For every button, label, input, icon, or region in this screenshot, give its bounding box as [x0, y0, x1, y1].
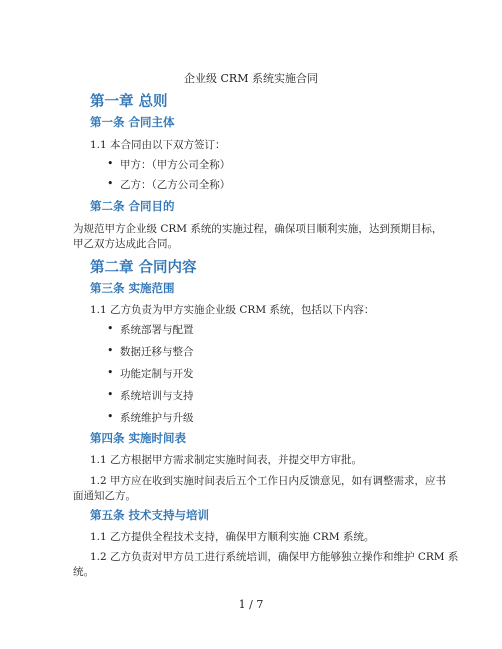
- scope-item: 系统维护与升级: [120, 412, 194, 424]
- page-number: 1 / 7: [238, 598, 264, 611]
- article-3-heading: 第三条 实施范围: [90, 281, 175, 295]
- chapter-1-heading: 第一章 总则: [90, 94, 168, 110]
- bullet-dot: •: [107, 410, 114, 423]
- party-a-item: 甲方：（甲方公司全称）: [120, 159, 231, 171]
- document-title: 企业级 CRM 系统实施合同: [184, 72, 318, 85]
- bullet-dot: •: [107, 344, 114, 357]
- article-4-clause-2-line-1: 1.2 甲方应在收到实施时间表后五个工作日内反馈意见，如有调整需求，应书: [90, 475, 447, 487]
- article-2-line-1: 为规范甲方企业级 CRM 系统的实施过程，确保项目顺利实施，达到预期目标，: [73, 223, 443, 235]
- article-4-clause-1: 1.1 乙方根据甲方需求制定实施时间表，并提交甲方审批。: [90, 454, 363, 466]
- bullet-dot: •: [107, 322, 114, 335]
- article-4-clause-2-line-2: 面通知乙方。: [73, 490, 136, 502]
- article-5-heading: 第五条 技术支持与培训: [90, 508, 210, 522]
- article-1-intro: 1.1 本合同由以下双方签订：: [90, 139, 226, 151]
- article-4-heading: 第四条 实施时间表: [90, 431, 187, 445]
- article-5-clause-2-line-2: 统。: [73, 566, 94, 578]
- scope-item: 功能定制与开发: [120, 368, 194, 380]
- party-b-item: 乙方：（乙方公司全称）: [120, 179, 231, 191]
- article-2-heading: 第二条 合同目的: [90, 199, 175, 213]
- bullet-dot: •: [107, 366, 114, 379]
- bullet-dot: •: [107, 388, 114, 401]
- chapter-2-heading: 第二章 合同内容: [90, 260, 197, 276]
- scope-item: 数据迁移与整合: [120, 346, 194, 358]
- article-5-clause-2-line-1: 1.2 乙方负责对甲方员工进行系统培训，确保甲方能够独立操作和维护 CRM 系: [90, 551, 459, 563]
- bullet-dot: •: [107, 177, 114, 190]
- scope-item: 系统部署与配置: [120, 324, 194, 336]
- scope-item: 系统培训与支持: [120, 390, 194, 402]
- article-5-clause-1: 1.1 乙方提供全程技术支持，确保甲方顺利实施 CRM 系统。: [90, 531, 375, 543]
- bullet-dot: •: [107, 157, 114, 170]
- article-2-line-2: 甲乙双方达成此合同。: [73, 238, 178, 250]
- article-1-heading: 第一条 合同主体: [90, 115, 175, 129]
- article-3-intro: 1.1 乙方负责为甲方实施企业级 CRM 系统，包括以下内容：: [90, 304, 375, 316]
